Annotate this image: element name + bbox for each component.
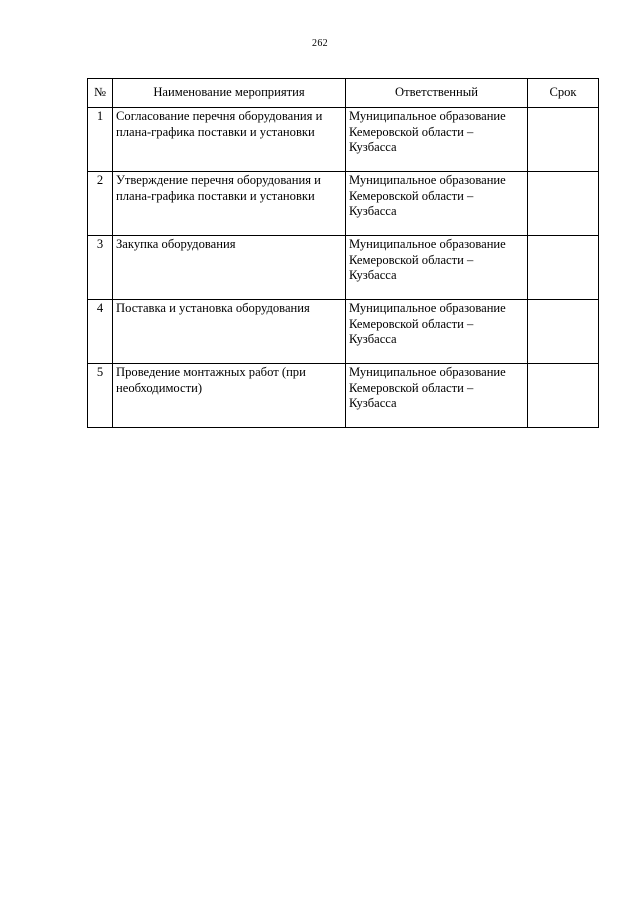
responsible-party: Муниципальное образование Кемеровской области – Кузбасса (346, 364, 528, 428)
deadline (528, 172, 599, 236)
deadline (528, 236, 599, 300)
table-row (88, 172, 599, 236)
table-row (88, 236, 599, 300)
responsible-party: Муниципальное образование Кемеровской области – Кузбасса (346, 236, 528, 300)
activity-name: Поставка и установка оборудования (113, 300, 346, 364)
deadline (528, 300, 599, 364)
header-responsible: Ответственный (346, 79, 528, 108)
page-number: 262 (312, 38, 328, 49)
deadline (528, 364, 599, 428)
activities-table (87, 78, 599, 428)
row-number: 1 (88, 108, 113, 172)
activity-name: Закупка оборудования (113, 236, 346, 300)
row-number: 2 (88, 172, 113, 236)
activity-name: Утверждение перечня оборудования и плана-графика поставки и установки (113, 172, 346, 236)
responsible-party: Муниципальное образование Кемеровской области – Кузбасса (346, 172, 528, 236)
deadline (528, 108, 599, 172)
activity-name: Проведение монтажных работ (при необходимости) (113, 364, 346, 428)
table-row (88, 364, 599, 428)
row-number: 3 (88, 236, 113, 300)
table-row (88, 300, 599, 364)
activity-name: Согласование перечня оборудования и плана-графика поставки и установки (113, 108, 346, 172)
header-number: № (88, 79, 113, 108)
header-deadline: Срок (528, 79, 599, 108)
row-number: 4 (88, 300, 113, 364)
table-row (88, 108, 599, 172)
row-number: 5 (88, 364, 113, 428)
responsible-party: Муниципальное образование Кемеровской области – Кузбасса (346, 108, 528, 172)
responsible-party: Муниципальное образование Кемеровской области – Кузбасса (346, 300, 528, 364)
table-header-row (88, 79, 599, 108)
header-activity-name: Наименование мероприятия (113, 79, 346, 108)
